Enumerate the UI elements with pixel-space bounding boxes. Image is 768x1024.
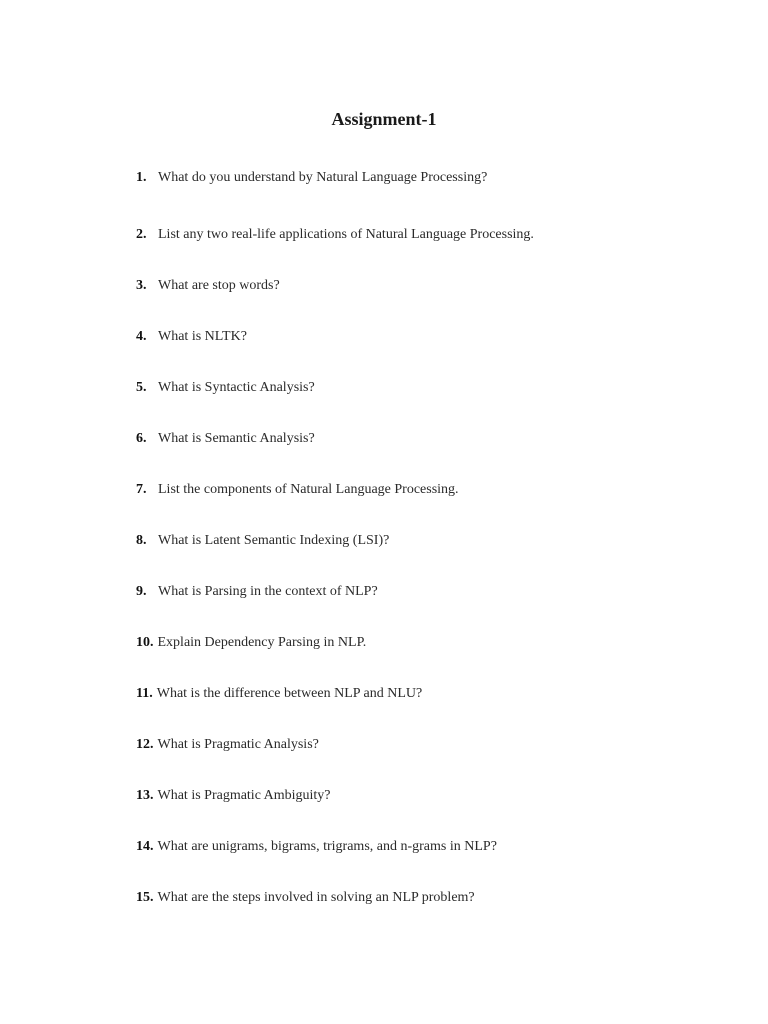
question-text: List the components of Natural Language Processing. (158, 482, 459, 497)
question-text: What is Semantic Analysis? (158, 431, 315, 446)
question-text: What are unigrams, bigrams, trigrams, and n-grams in NLP? (157, 839, 497, 854)
question-item (136, 169, 487, 187)
question-item (136, 736, 319, 754)
question-text: What do you understand by Natural Language Processing? (158, 170, 488, 185)
question-number: 10. (136, 635, 154, 650)
question-number: 8. (136, 533, 147, 548)
question-number: 12. (136, 737, 154, 752)
question-number: 7. (136, 482, 147, 497)
question-number: 11. (136, 686, 153, 701)
question-item (136, 583, 378, 601)
question-text: What is Syntactic Analysis? (158, 380, 315, 395)
question-text: What are stop words? (158, 278, 280, 293)
question-text: List any two real-life applications of Natural Language Processing. (158, 227, 534, 242)
question-item (136, 328, 247, 346)
question-text: What is Pragmatic Analysis? (157, 737, 319, 752)
question-number: 14. (136, 839, 154, 854)
question-text: Explain Dependency Parsing in NLP. (157, 635, 367, 650)
question-number: 3. (136, 278, 147, 293)
question-number: 9. (136, 584, 147, 599)
question-item (136, 685, 422, 703)
question-number: 1. (136, 170, 147, 185)
question-item (136, 481, 459, 499)
question-item (136, 787, 331, 805)
question-number: 4. (136, 329, 147, 344)
question-item (136, 889, 475, 907)
question-item (136, 532, 389, 550)
question-item (136, 379, 315, 397)
question-number: 2. (136, 227, 147, 242)
question-item (136, 430, 315, 448)
question-item (136, 226, 534, 244)
question-item (136, 277, 280, 295)
document-title: Assignment-1 (331, 109, 437, 129)
question-number: 5. (136, 380, 147, 395)
question-text: What are the steps involved in solving an NLP problem? (157, 890, 475, 905)
question-number: 13. (136, 788, 154, 803)
question-text: What is Parsing in the context of NLP? (158, 584, 378, 599)
question-number: 6. (136, 431, 147, 446)
question-text: What is the difference between NLP and NLU? (156, 686, 423, 701)
question-number: 15. (136, 890, 154, 905)
question-text: What is Pragmatic Ambiguity? (157, 788, 331, 803)
question-text: What is Latent Semantic Indexing (LSI)? (158, 533, 390, 548)
question-item (136, 634, 366, 652)
question-item (136, 838, 497, 856)
question-text: What is NLTK? (158, 329, 247, 344)
